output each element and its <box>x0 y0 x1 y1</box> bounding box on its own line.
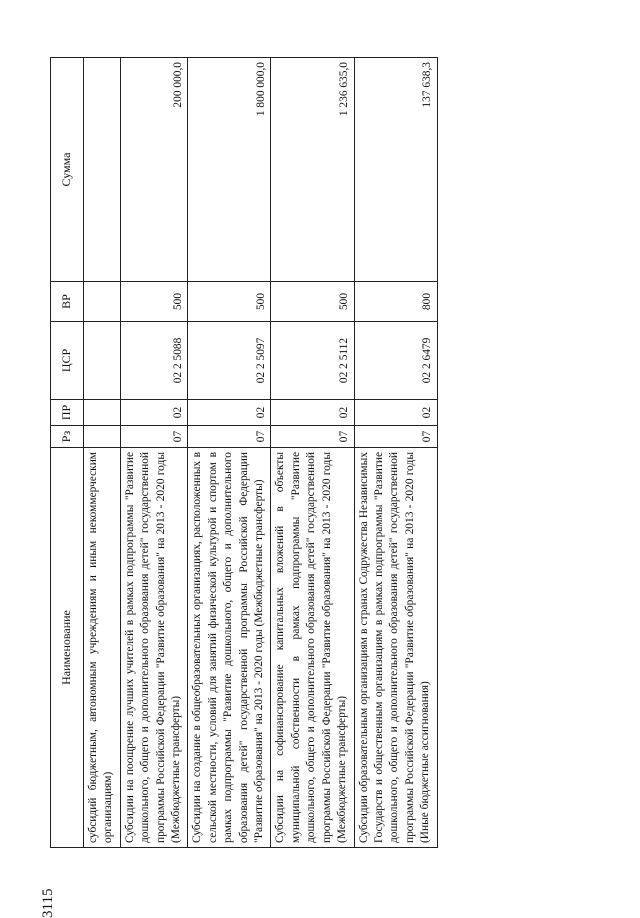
rotated-page-content <box>50 58 600 848</box>
row-pr: 02 <box>120 400 188 426</box>
row-name: субсидий бюджетным, автономным учреждениям и иным некоммерческим организациям) <box>84 448 121 848</box>
row-name: Субсидии образовательным организациям в странах Содружества Независимых Государств и общественным организациям в рамках подпрограммы "Развитие дошкольного, общего и дополнительного образования детей" государственной программы Российской Федерации "Развитие образования" на 2013 - 2020 годы (Иные бюджетные ассигнования) <box>354 448 437 848</box>
table-row <box>271 58 354 848</box>
budget-table <box>50 57 438 848</box>
row-csr: 02 2 5112 <box>271 322 354 400</box>
header-csr: ЦСР <box>51 322 84 400</box>
row-sum <box>84 58 121 282</box>
row-vr: 500 <box>271 282 354 322</box>
row-rz: 07 <box>354 426 437 448</box>
row-sum: 200 000,0 <box>120 58 188 282</box>
table-header-row <box>51 58 84 848</box>
table-row <box>354 58 437 848</box>
row-rz <box>84 426 121 448</box>
row-name: Субсидии на создание в общеобразовательных организациях, расположенных в сельской местности, условий для занятий физической культурой и спортом в рамках подпрограммы "Развитие дошкольного, общего и дополнительного образования детей" государственной программы Российской Федерации "Развитие образования" на 2013 - 2020 годы (Межбюджетные трансферты) <box>188 448 271 848</box>
row-vr: 500 <box>188 282 271 322</box>
row-rz: 07 <box>271 426 354 448</box>
row-name: Субсидии на поощрение лучших учителей в рамках подпрограммы "Развитие дошкольного, общего и дополнительного образования детей" государственной программы Российской Федерации "Развитие образования" на 2013 - 2020 годы (Межбюджетные трансферты) <box>120 448 188 848</box>
row-sum: 137 638,3 <box>354 58 437 282</box>
page-number: 3115 <box>40 888 56 918</box>
header-pr: ПР <box>51 400 84 426</box>
row-pr: 02 <box>188 400 271 426</box>
row-csr: 02 2 6479 <box>354 322 437 400</box>
row-rz: 07 <box>188 426 271 448</box>
table-row <box>120 58 188 848</box>
row-csr: 02 2 5088 <box>120 322 188 400</box>
header-rz: Рз <box>51 426 84 448</box>
table-row <box>188 58 271 848</box>
row-name: Субсидии на софинансирование капитальных вложений в объекты муниципальной собственности в рамках подпрограммы "Развитие дошкольного, общего и дополнительного образования детей" государственной программы Российской Федерации "Развитие образования" на 2013 - 2020 годы (Межбюджетные трансферты) <box>271 448 354 848</box>
row-vr <box>84 282 121 322</box>
table-row <box>84 58 121 848</box>
row-pr: 02 <box>354 400 437 426</box>
header-sum: Сумма <box>51 58 84 282</box>
row-vr: 500 <box>120 282 188 322</box>
row-rz: 07 <box>120 426 188 448</box>
row-sum: 1 236 635,0 <box>271 58 354 282</box>
row-csr <box>84 322 121 400</box>
row-pr <box>84 400 121 426</box>
header-vr: ВР <box>51 282 84 322</box>
row-pr: 02 <box>271 400 354 426</box>
row-vr: 800 <box>354 282 437 322</box>
header-name: Наименование <box>51 448 84 848</box>
row-csr: 02 2 5097 <box>188 322 271 400</box>
row-sum: 1 800 000,0 <box>188 58 271 282</box>
